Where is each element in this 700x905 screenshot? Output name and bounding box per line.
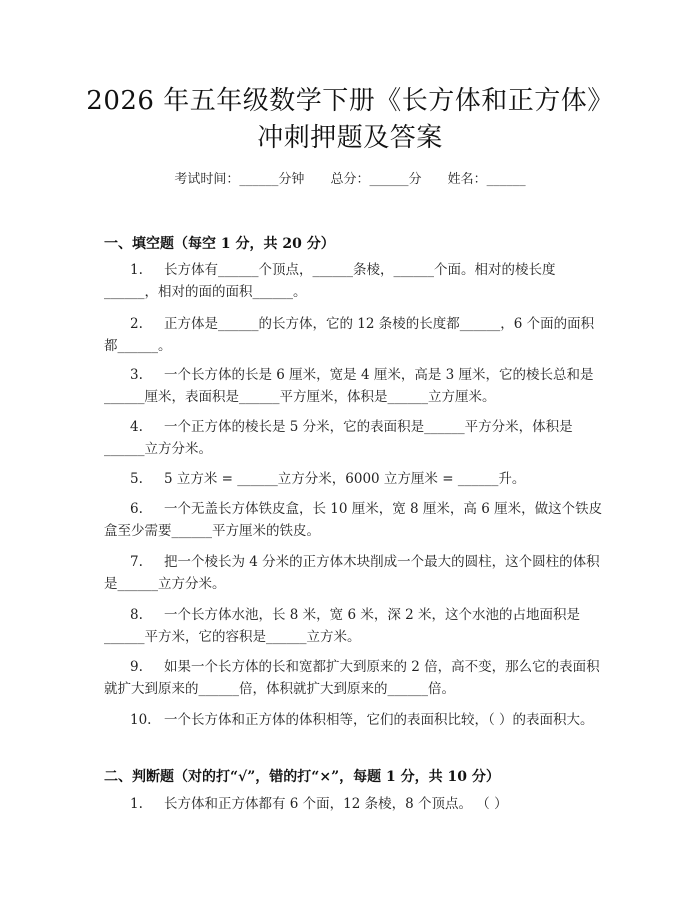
student-name: 姓名：______ [447, 172, 526, 187]
question-text: 一个长方体的长是 6 厘米，宽是 4 厘米，高是 3 厘米，它的棱长总和是______厘米，表面积是______平方厘米，体积是______立方厘米。 [104, 367, 594, 405]
question-number: 4. [130, 419, 143, 435]
question-item [104, 259, 604, 303]
question-text: 长方体有______个顶点，______条棱，______个面。相对的棱长度______，相对的面的面积______。 [104, 262, 556, 300]
question-number: 7. [130, 554, 143, 570]
page-title: 2026 年五年级数学下册《长方体和正方体》 [86, 86, 614, 116]
question-number: 9. [130, 659, 143, 675]
question-text: 把一个棱长为 4 分米的正方体木块削成一个最大的圆柱，这个圆柱的体积是______立方分米。 [104, 554, 600, 592]
question-number: 8. [130, 607, 143, 623]
question-text: 如果一个长方体的长和宽都扩大到原来的 2 倍，高不变，那么它的表面积就扩大到原来的______倍，体积就扩大到原来的______倍。 [104, 659, 600, 697]
question-item [104, 468, 604, 490]
question-item [104, 498, 604, 542]
question-text: 长方体和正方体都有 6 个面，12 条棱，8 个顶点。 （ ） [164, 796, 508, 812]
question-number: 1. [130, 262, 143, 278]
question-text: 一个无盖长方体铁皮盒，长 10 厘米，宽 8 厘米，高 6 厘米，做这个铁皮盒至少需要______平方厘米的铁皮。 [104, 501, 603, 539]
page-subtitle: 冲刺押题及答案 [257, 123, 443, 153]
question-text: 一个正方体的棱长是 5 分米，它的表面积是______平方分米，体积是______立方分米。 [104, 419, 573, 457]
question-number: 10. [130, 712, 152, 728]
section-heading-true-false: 二、判断题（对的打“√”，错的打“×”，每题 1 分，共 10 分） [104, 769, 500, 785]
question-text: 一个长方体和正方体的体积相等，它们的表面积比较，（ ）的表面积大。 [164, 712, 594, 728]
question-item [104, 604, 604, 648]
question-item [104, 793, 604, 815]
question-number: 6. [130, 501, 143, 517]
question-item [104, 313, 604, 357]
question-item [104, 416, 604, 460]
question-number: 5. [130, 471, 143, 487]
question-number: 1. [130, 796, 143, 812]
question-item [104, 364, 604, 408]
question-item [104, 551, 604, 595]
exam-score: 总分：______分 [330, 172, 422, 187]
question-item [104, 656, 604, 700]
exam-meta [0, 168, 700, 187]
question-text: 5 立方米 = ______立方分米，6000 立方厘米 = ______升。 [164, 471, 526, 487]
question-text: 一个长方体水池，长 8 米，宽 6 米，深 2 米，这个水池的占地面积是______平方米，它的容积是______立方米。 [104, 607, 581, 645]
question-item [104, 709, 604, 731]
exam-time: 考试时间：______分钟 [174, 172, 305, 187]
section-heading-fill-blank: 一、填空题（每空 1 分，共 20 分） [104, 236, 335, 252]
question-text: 正方体是______的长方体，它的 12 条棱的长度都______，6 个面的面积都______。 [104, 316, 595, 354]
question-number: 3. [130, 367, 143, 383]
question-number: 2. [130, 316, 143, 332]
